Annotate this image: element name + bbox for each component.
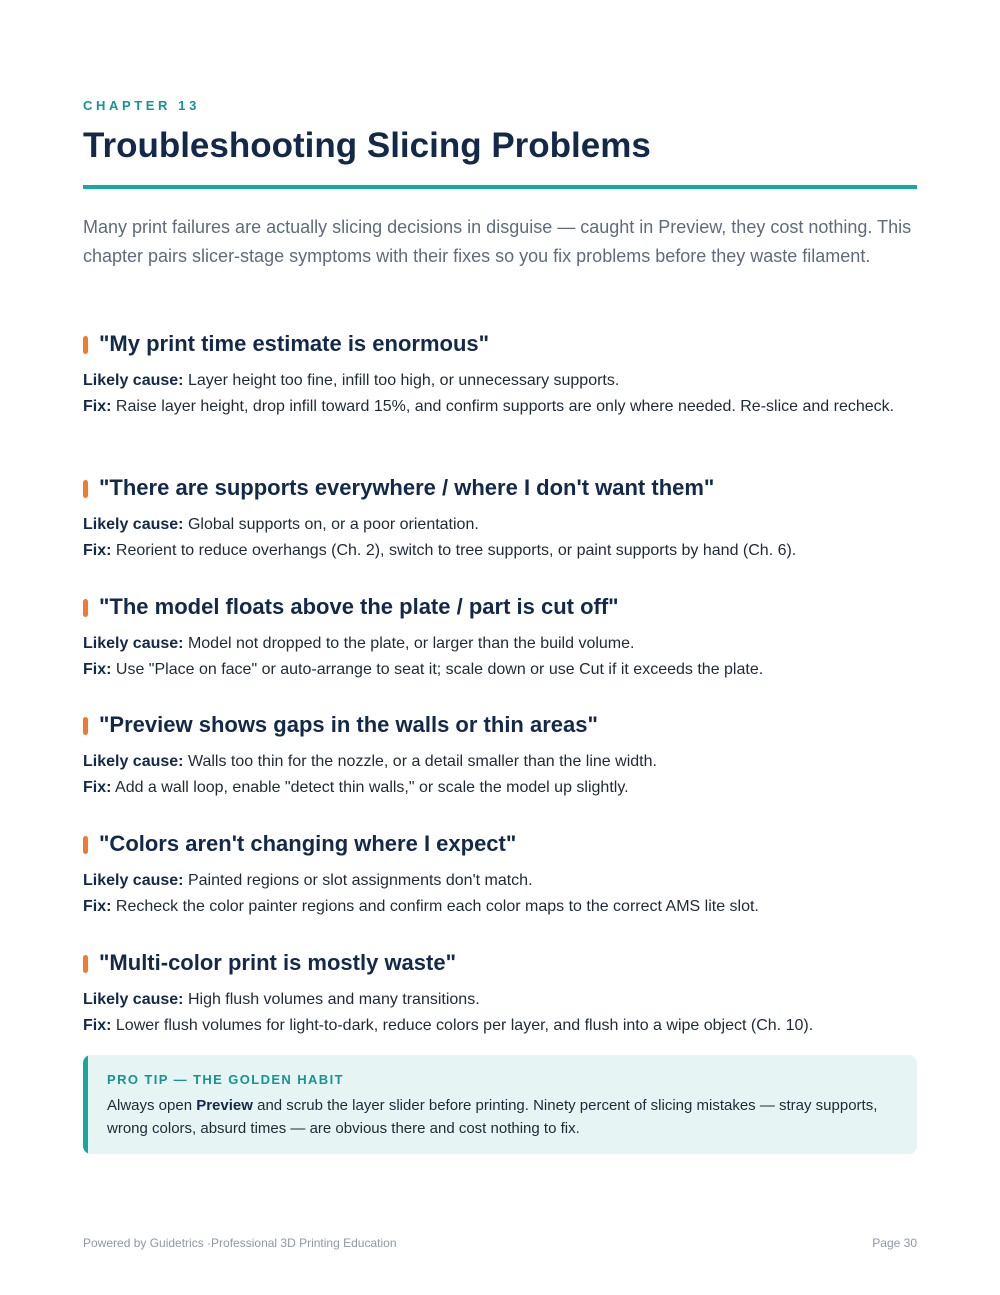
cause-text: Painted regions or slot assignments don't match. bbox=[187, 872, 533, 889]
fix-label: Fix: bbox=[83, 541, 112, 559]
fix-line bbox=[83, 657, 917, 683]
section-marker bbox=[83, 717, 88, 735]
section-body bbox=[83, 987, 917, 1038]
section-heading: "My print time estimate is enormous" bbox=[99, 331, 490, 356]
cause-text: Layer height too fine, infill too high, or unnecessary supports. bbox=[187, 372, 620, 389]
cause-label: Likely cause: bbox=[83, 753, 184, 770]
fix-label: Fix: bbox=[83, 397, 112, 415]
cause-line bbox=[83, 749, 917, 775]
section-heading: "Multi-color print is mostly waste" bbox=[99, 950, 457, 975]
cause-line bbox=[83, 868, 917, 894]
fix-text: Recheck the color painter regions and confirm each color maps to the correct AMS lite slot. bbox=[115, 897, 759, 915]
section-header bbox=[83, 330, 917, 358]
fix-line bbox=[83, 775, 917, 801]
section-header bbox=[83, 474, 917, 502]
tip-text-emphasis: Preview bbox=[196, 1097, 253, 1114]
cause-line bbox=[83, 631, 917, 657]
title-divider bbox=[83, 185, 917, 189]
intro-paragraph: Many print failures are actually slicing decisions in disguise — caught in Preview, they cost nothing. This chapter pairs slicer-stage symptoms with their fixes so you fix problems before they waste filament. bbox=[83, 217, 912, 266]
cause-label: Likely cause: bbox=[83, 516, 184, 533]
page-title: Troubleshooting Slicing Problems bbox=[83, 126, 651, 165]
section-header bbox=[83, 593, 917, 621]
section-heading: "Colors aren't changing where I expect" bbox=[99, 831, 517, 856]
fix-line bbox=[83, 1013, 917, 1039]
section-heading: "There are supports everywhere / where I don't want them" bbox=[99, 475, 715, 500]
tip-text-end: and scrub the layer slider before printing. Ninety percent of slicing mistakes — stray supports, wrong colors, absurd times — are obvious there and cost nothing to fix. bbox=[107, 1097, 878, 1137]
section-heading: "Preview shows gaps in the walls or thin areas" bbox=[99, 712, 598, 737]
tip-text-start: Always open bbox=[107, 1097, 197, 1114]
fix-label: Fix: bbox=[83, 778, 112, 796]
pro-tip-label: PRO TIP — THE GOLDEN HABIT bbox=[107, 1072, 344, 1087]
callout-accent-bar bbox=[83, 1055, 88, 1154]
section-body bbox=[83, 749, 917, 800]
cause-label: Likely cause: bbox=[83, 635, 184, 652]
cause-text: Walls too thin for the nozzle, or a detail smaller than the line width. bbox=[187, 753, 657, 770]
fix-label: Fix: bbox=[83, 897, 112, 915]
cause-label: Likely cause: bbox=[83, 372, 184, 389]
footer-credit: Powered by Guidetrics ·Professional 3D Printing Education bbox=[83, 1236, 397, 1250]
section-wall-gaps bbox=[83, 711, 917, 800]
section-marker bbox=[83, 955, 88, 973]
fix-label: Fix: bbox=[83, 1016, 112, 1034]
section-body bbox=[83, 512, 917, 563]
fix-line bbox=[83, 538, 917, 564]
section-colors bbox=[83, 830, 917, 919]
fix-label: Fix: bbox=[83, 660, 112, 678]
cause-line bbox=[83, 512, 917, 538]
section-model-floats bbox=[83, 593, 917, 682]
cause-line bbox=[83, 987, 917, 1013]
cause-text: Global supports on, or a poor orientation. bbox=[187, 516, 479, 533]
section-supports bbox=[83, 474, 917, 563]
pro-tip-text bbox=[107, 1094, 897, 1140]
page-number: Page 30 bbox=[872, 1236, 917, 1250]
section-marker bbox=[83, 480, 88, 498]
section-marker bbox=[83, 599, 88, 617]
cause-text: High flush volumes and many transitions. bbox=[187, 991, 480, 1008]
section-header bbox=[83, 711, 917, 739]
section-marker bbox=[83, 336, 88, 354]
fix-line bbox=[83, 394, 917, 420]
fix-line bbox=[83, 894, 917, 920]
section-header bbox=[83, 949, 917, 977]
fix-text: Raise layer height, drop infill toward 15%, and confirm supports are only where needed. Re-slice and recheck. bbox=[115, 397, 895, 415]
section-body bbox=[83, 631, 917, 682]
chapter-label: CHAPTER 13 bbox=[83, 98, 200, 113]
pro-tip-callout bbox=[83, 1055, 917, 1154]
cause-label: Likely cause: bbox=[83, 991, 184, 1008]
section-heading: "The model floats above the plate / part is cut off" bbox=[99, 594, 619, 619]
section-waste bbox=[83, 949, 917, 1038]
section-body bbox=[83, 368, 917, 419]
cause-text: Model not dropped to the plate, or larger than the build volume. bbox=[187, 635, 635, 652]
fix-text: Reorient to reduce overhangs (Ch. 2), switch to tree supports, or paint supports by hand (Ch. 6). bbox=[115, 541, 797, 559]
cause-label: Likely cause: bbox=[83, 872, 184, 889]
section-body bbox=[83, 868, 917, 919]
section-marker bbox=[83, 836, 88, 854]
fix-text: Lower flush volumes for light-to-dark, reduce colors per layer, and flush into a wipe object (Ch. 10). bbox=[115, 1016, 814, 1034]
fix-text: Add a wall loop, enable "detect thin walls," or scale the model up slightly. bbox=[115, 778, 629, 796]
section-print-time bbox=[83, 330, 917, 419]
cause-line bbox=[83, 368, 917, 394]
fix-text: Use "Place on face" or auto-arrange to seat it; scale down or use Cut if it exceeds the plate. bbox=[115, 660, 764, 678]
section-header bbox=[83, 830, 917, 858]
